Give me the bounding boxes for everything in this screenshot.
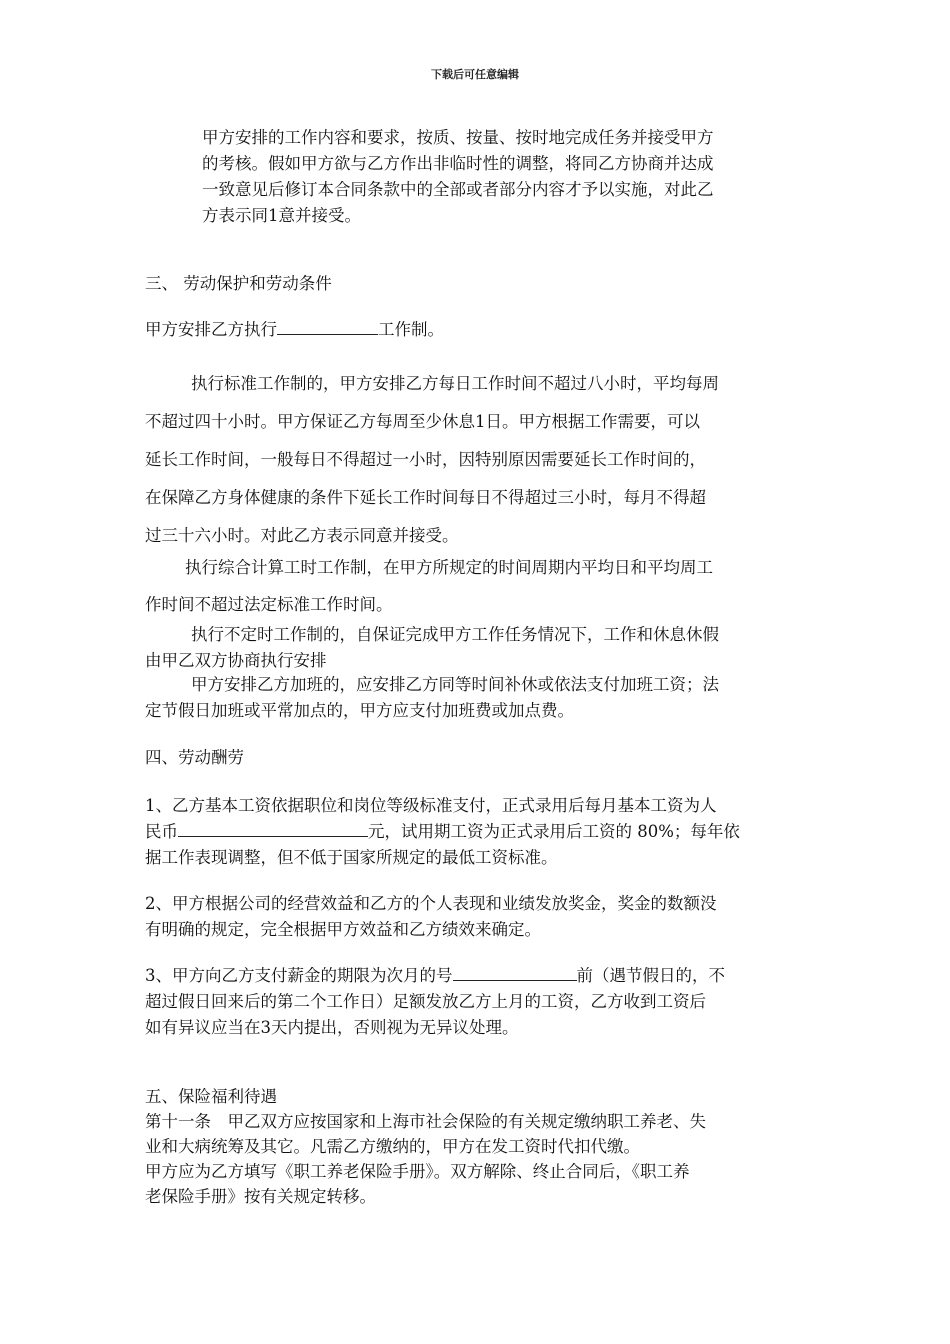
text-line: 老保险手册》按有关规定转移。 bbox=[145, 1187, 376, 1206]
payday-blank bbox=[453, 963, 577, 981]
standard-hours-paragraph bbox=[145, 365, 719, 555]
text-line: 执行综合计算工时工作制，在甲方所规定的时间周期内平均日和平均周工 bbox=[185, 558, 713, 577]
text-line: 由甲乙双方协商执行安排 bbox=[145, 651, 327, 670]
workhour-blank bbox=[277, 317, 378, 335]
text-line: 甲方安排乙方加班的，应安排乙方同等时间补休或依法支付加班工资；法 bbox=[191, 675, 719, 694]
text-line: 第十一条 甲乙双方应按国家和上海市社会保险的有关规定缴纳职工养老、失 bbox=[145, 1112, 706, 1131]
text-line: 2、甲方根据公司的经营效益和乙方的个人表现和业绩发放奖金，奖金的数额没 bbox=[145, 894, 717, 913]
combined-hours-paragraph bbox=[145, 549, 713, 623]
salary-item-1 bbox=[145, 793, 740, 871]
salary-item-3 bbox=[145, 963, 725, 1041]
text-line: 有明确的规定，完全根据甲方效益和乙方绩效来确定。 bbox=[145, 920, 541, 939]
workhour-prefix: 甲方安排乙方执行 bbox=[145, 320, 277, 339]
text-line: 超过假日回来后的第二个工作日）足额发放乙方上月的工资，乙方收到工资后 bbox=[145, 992, 706, 1011]
salary-prefix: 民币 bbox=[145, 822, 178, 841]
page-header: 下载后可任意编辑 bbox=[431, 68, 519, 81]
workhour-line bbox=[145, 317, 444, 343]
overtime-paragraph bbox=[145, 672, 719, 724]
section-5-heading: 五、保险福利待遇 bbox=[145, 1087, 277, 1106]
text-line: 过三十六小时。对此乙方表示同意并接受。 bbox=[145, 526, 459, 545]
text-line: 的考核。假如甲方欲与乙方作出非临时性的调整，将同乙方协商并达成 bbox=[202, 154, 714, 173]
text-line: 延长工作时间，一般每日不得超过一小时，因特别原因需要延长工作时间的， bbox=[145, 450, 706, 469]
text-line: 据工作表现调整，但不低于国家所规定的最低工资标准。 bbox=[145, 848, 558, 867]
workhour-suffix: 工作制。 bbox=[378, 320, 444, 339]
text-line: 不超过四十小时。甲方保证乙方每周至少休息1日。甲方根据工作需要，可以 bbox=[145, 412, 700, 431]
text-line: 1、乙方基本工资依据职位和岗位等级标准支付，正式录用后每月基本工资为人 bbox=[145, 796, 717, 815]
text-line: 甲方安排的工作内容和要求，按质、按量、按时地完成任务并接受甲方 bbox=[202, 128, 714, 147]
text-line: 定节假日加班或平常加点的，甲方应支付加班费或加点费。 bbox=[145, 701, 574, 720]
salary-suffix: 元，试用期工资为正式录用后工资的 80%；每年依 bbox=[368, 822, 740, 841]
salary-blank bbox=[178, 819, 368, 837]
text-line: 方表示同1意并接受。 bbox=[202, 206, 361, 225]
section-5 bbox=[145, 1084, 706, 1209]
text-line: 一致意见后修订本合同条款中的全部或者部分内容才予以实施，对此乙 bbox=[202, 180, 714, 199]
section-3-heading: 三、 劳动保护和劳动条件 bbox=[145, 274, 332, 293]
payday-prefix: 3、甲方向乙方支付薪金的期限为次月的号 bbox=[145, 966, 453, 985]
text-line: 如有异议应当在3天内提出，否则视为无异议处理。 bbox=[145, 1018, 519, 1037]
flexible-hours-paragraph bbox=[145, 622, 719, 674]
salary-item-2 bbox=[145, 891, 717, 943]
section-4-heading: 四、劳动酬劳 bbox=[145, 748, 244, 767]
text-line: 甲方应为乙方填写《职工养老保险手册》。双方解除、终止合同后，《职工养 bbox=[145, 1162, 690, 1181]
text-line: 执行标准工作制的，甲方安排乙方每日工作时间不超过八小时，平均每周 bbox=[191, 374, 719, 393]
intro-paragraph bbox=[202, 125, 714, 229]
text-line: 在保障乙方身体健康的条件下延长工作时间每日不得超过三小时，每月不得超 bbox=[145, 488, 706, 507]
text-line: 业和大病统筹及其它。凡需乙方缴纳的，甲方在发工资时代扣代缴。 bbox=[145, 1137, 640, 1156]
text-line: 执行不定时工作制的，自保证完成甲方工作任务情况下，工作和休息休假 bbox=[191, 625, 719, 644]
text-line: 作时间不超过法定标准工作时间。 bbox=[145, 595, 393, 614]
payday-suffix: 前（遇节假日的，不 bbox=[576, 966, 725, 985]
